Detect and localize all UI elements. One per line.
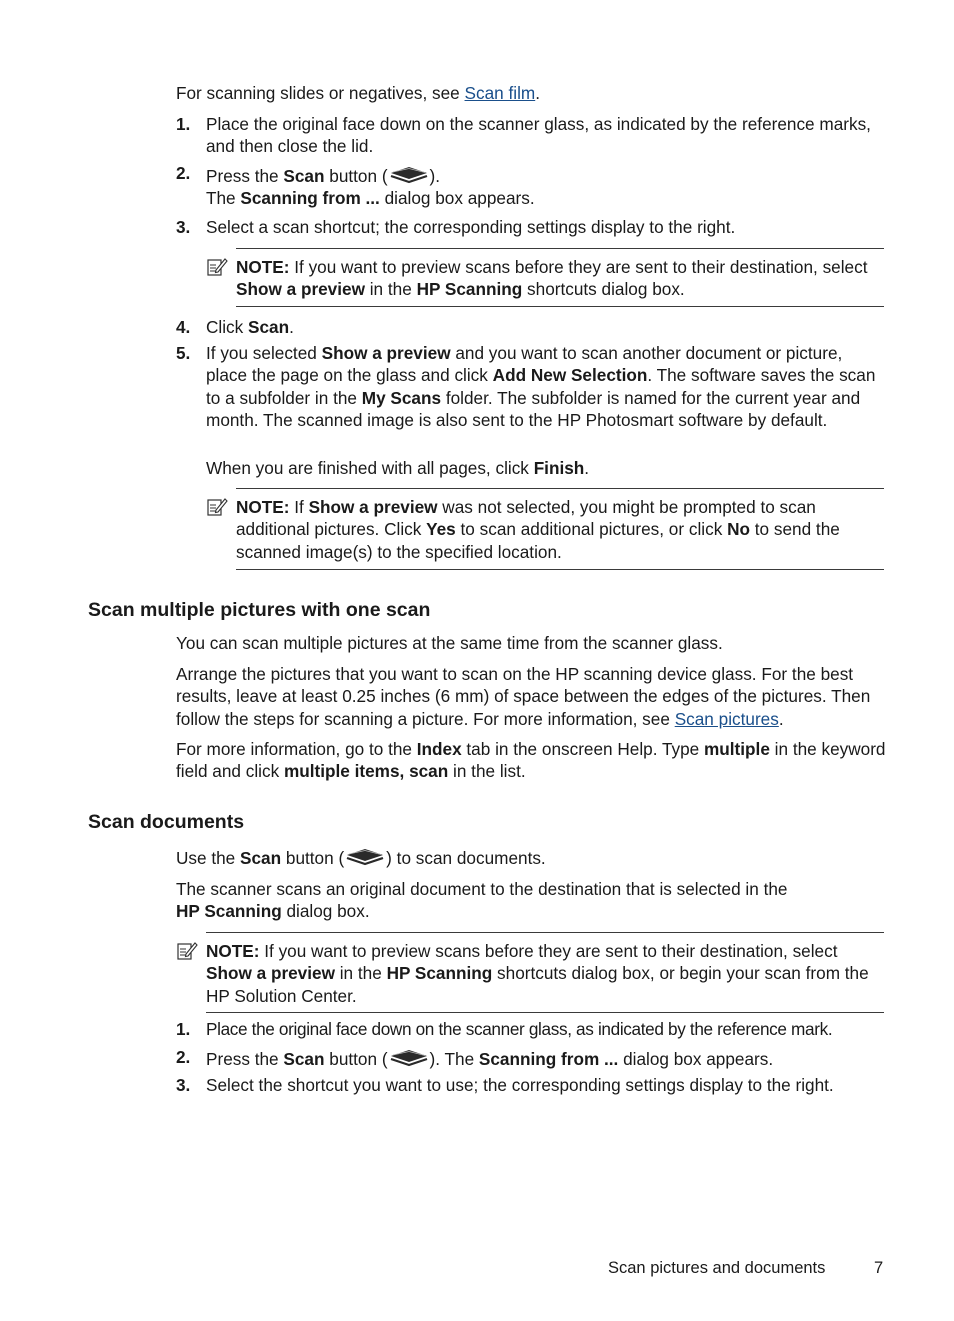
step-number: 1.: [176, 114, 191, 134]
step-text: If you selected Show a preview and you want to scan another document or picture, place the page on the glass and click Add New Selection. The software saves the scan to a subfolder in the My Scans folder. The subfolder is named for the current year and month. The scanned image is also sent to the HP Photosmart software by default.: [206, 343, 876, 431]
note-pencil-icon: [176, 940, 198, 962]
step-number: 4.: [176, 317, 191, 337]
step-number: 3.: [176, 1075, 191, 1095]
step-followup: When you are finished with all pages, click Finish.: [206, 458, 590, 478]
paragraph: Use the Scan button ( ) to scan documents.: [176, 848, 546, 868]
note-rule-top: [236, 488, 884, 489]
note-text: NOTE: If Show a preview was not selected, you might be prompted to scan additional pictures. Click Yes to scan additional pictures, or click No to send the scanned image(s) to the specified location.: [236, 497, 840, 562]
step-number: 2.: [176, 1047, 191, 1067]
step-text: Press the Scan button ( ). The Scanning from ... dialog box appears.: [206, 1049, 774, 1069]
note-rule-bottom: [236, 306, 884, 307]
section-heading: Scan documents: [88, 811, 245, 833]
note-pencil-icon: [206, 256, 228, 278]
step-text: Select the shortcut you want to use; the corresponding settings display to the right.: [206, 1075, 834, 1095]
note-text: NOTE: If you want to preview scans before they are sent to their destination, select Show a preview in the HP Scanning shortcuts dialog box, or begin your scan from the HP Solution Center.: [206, 941, 869, 1006]
note-pencil-icon: [206, 496, 228, 518]
scan-button-icon: [388, 164, 430, 186]
step-text: Place the original face down on the scanner glass, as indicated by the reference mark.: [206, 1019, 833, 1039]
note-rule-top: [236, 248, 884, 249]
note-text: NOTE: If you want to preview scans before they are sent to their destination, select Show a preview in the HP Scanning shortcuts dialog box.: [236, 257, 868, 300]
step-number: 2.: [176, 163, 191, 183]
step-text: Select a scan shortcut; the corresponding settings display to the right.: [206, 217, 736, 237]
scan-pictures-link[interactable]: Scan pictures: [674, 708, 779, 729]
paragraph: The scanner scans an original document to the destination that is selected in the HP Scanning dialog box.: [176, 879, 788, 922]
step-text: Click Scan.: [206, 317, 294, 337]
step-text: Place the original face down on the scanner glass, as indicated by the reference marks, and then close the lid.: [206, 114, 871, 157]
page-number: 7: [874, 1259, 884, 1277]
intro-text: For scanning slides or negatives, see Scan film.: [176, 83, 540, 103]
paragraph: You can scan multiple pictures at the same time from the scanner glass.: [176, 633, 723, 653]
scan-button-icon: [344, 846, 386, 868]
step-number: 5.: [176, 343, 191, 363]
scan-film-link[interactable]: Scan film: [464, 83, 536, 103]
paragraph: For more information, go to the Index tab in the onscreen Help. Type multiple in the keyword field and click multiple items, scan in the list.: [176, 739, 886, 782]
step-number: 1.: [176, 1019, 191, 1039]
note-rule-top: [206, 932, 884, 933]
scan-button-icon: [388, 1047, 430, 1069]
step-text: Press the Scan button ( ). The Scanning from ... dialog box appears.: [206, 166, 535, 209]
note-rule-bottom: [236, 569, 884, 570]
footer-section-title: Scan pictures and documents: [608, 1259, 826, 1277]
paragraph: Arrange the pictures that you want to scan on the HP scanning device glass. For the best results, leave at least 0.25 inches (6 mm) of space between the edges of the pictures. Then follow the steps for scanning a picture. For more information, see Scan pictures.: [176, 664, 871, 729]
note-rule-bottom: [206, 1012, 884, 1013]
step-number: 3.: [176, 217, 191, 237]
section-heading: Scan multiple pictures with one scan: [88, 599, 431, 621]
